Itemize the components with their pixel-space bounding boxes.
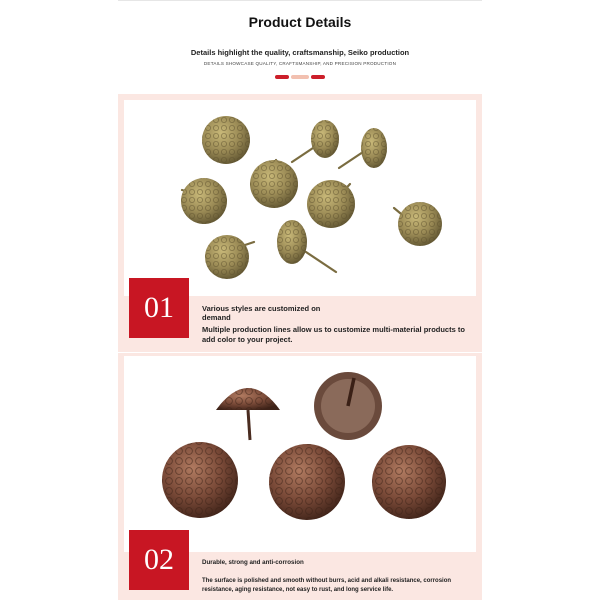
feature-description: The surface is polished and smooth without burrs, acid and alkali resistance, corrosion resistance, aging resistance, not easy to rust, and long service life. xyxy=(202,578,452,593)
feature-description: Multiple production lines allow us to customize multi-material products to add color to your project. xyxy=(202,325,465,344)
brass-tacks-photo xyxy=(124,100,476,296)
brass-tacks-illustration xyxy=(124,100,476,296)
page-subtitle: Details highlight the quality, craftsmanship, Seiko production xyxy=(190,48,410,57)
page-title: Product Details xyxy=(248,14,352,30)
feature-title: Various styles are customized on demand xyxy=(202,304,321,322)
feature-number-badge: 02 xyxy=(129,530,189,590)
feature-section-2 xyxy=(118,353,482,600)
top-divider xyxy=(118,0,482,1)
decorative-bar-right xyxy=(311,75,325,79)
decorative-bar-left xyxy=(275,75,289,79)
feature-section-1 xyxy=(118,94,482,352)
copper-tacks-photo xyxy=(124,356,476,552)
copper-tacks-illustration xyxy=(124,356,476,552)
feature-number-badge: 01 xyxy=(129,278,189,338)
feature-title: Durable, strong and anti-corrosion xyxy=(202,559,304,566)
page-caption: DETAILS SHOWCASE QUALITY, CRAFTSMANSHIP, AND PRECISION PRODUCTION xyxy=(203,61,397,66)
decorative-bar-middle xyxy=(291,75,309,79)
